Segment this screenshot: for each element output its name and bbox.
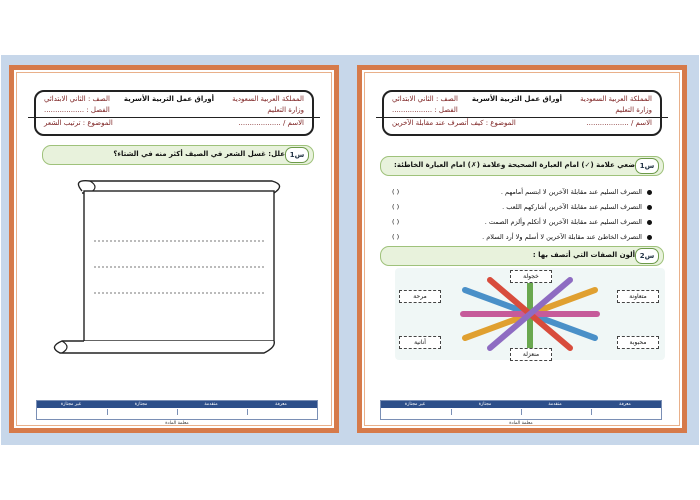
- worksheet-page-right: [357, 65, 687, 433]
- footer-caption: معلمة المادة: [509, 421, 533, 426]
- question-badge: س2: [635, 248, 659, 264]
- answer-blank[interactable]: ( ): [392, 218, 400, 226]
- grade-text: الصف : الثاني الابتدائي: [44, 95, 110, 103]
- worksheet-title: أوراق عمل التربية الأسرية: [471, 95, 562, 103]
- footer-col: غير مجتازة: [404, 402, 426, 407]
- answer-blank[interactable]: ( ): [392, 188, 400, 196]
- question-2-text: ألون الصفات التي أتصف بها :: [532, 251, 635, 259]
- grade-text: الصف : الثاني الابتدائي: [392, 95, 458, 103]
- trait-label[interactable]: أنانية: [399, 336, 441, 349]
- question-1-text: ضعي علامة (✓) امام العبارة الصحيحة وعلامة (✗) امام العبارة الخاطئة:: [394, 161, 635, 169]
- footer-col: مجتازة: [478, 402, 492, 407]
- ministry-text: وزارة التعليم: [267, 106, 304, 114]
- topic-text: الموضوع : كيف أتصرف عند مقابلة الآخرين: [392, 119, 516, 127]
- answer-blank[interactable]: ( ): [392, 203, 400, 211]
- footer-col: متقدمة: [548, 402, 562, 407]
- topic-text: الموضوع : ترتيب الشعر: [44, 119, 113, 127]
- footer-caption: معلمة المادة: [165, 421, 189, 426]
- name-field: الاسم / ...................: [586, 119, 652, 127]
- footer-col: معرفة: [619, 402, 631, 407]
- footer-col: معرفة: [275, 402, 287, 407]
- trait-label[interactable]: مرحة: [399, 290, 441, 303]
- worksheet-title: أوراق عمل التربية الأسرية: [123, 95, 214, 103]
- footer-col: مجتازة: [134, 402, 148, 407]
- trait-label[interactable]: محبوبة: [617, 336, 659, 349]
- trait-label[interactable]: متعاونة: [617, 290, 659, 303]
- name-field: الاسم / ...................: [238, 119, 304, 127]
- footer-col: غير مجتازة: [60, 402, 82, 407]
- question-1-pill: [380, 156, 664, 176]
- trait-label[interactable]: خجولة: [510, 270, 552, 283]
- question-1-text: علل: غسل الشعر في الصيف أكثر منه في الشتاء؟: [113, 150, 285, 158]
- question-2-pill: [380, 246, 664, 266]
- footer-col: متقدمة: [204, 402, 218, 407]
- kingdom-text: المملكة العربية السعودية: [580, 95, 652, 103]
- header-box: [34, 90, 314, 136]
- answer-blank[interactable]: ( ): [392, 233, 400, 241]
- question-1-pill: [42, 145, 314, 165]
- footer-table: [36, 400, 318, 426]
- question-badge: س1: [635, 158, 659, 174]
- ministry-text: وزارة التعليم: [615, 106, 652, 114]
- writing-scroll: [42, 177, 292, 355]
- footer-table: [380, 400, 662, 426]
- statement-item: التصرف السليم عند مقابلة الآخرين لا ابتسم أمامهم . ( ): [392, 188, 652, 200]
- question-badge: س1: [285, 147, 309, 163]
- traits-diagram: [395, 268, 665, 360]
- kingdom-text: المملكة العربية السعودية: [232, 95, 304, 103]
- trait-label[interactable]: منعزلة: [510, 348, 552, 361]
- statement-item: التصرف الخاطئ عند مقابلة الآخرين لا أسلم ولا أرد السلام . ( ): [392, 233, 652, 245]
- class-text: الفصل : ..................: [392, 106, 458, 114]
- statement-item: التصرف السليم عند مقابلة الآخرين أشاركهم اللعب . ( ): [392, 203, 652, 215]
- class-text: الفصل : ..................: [44, 106, 110, 114]
- statement-item: التصرف السليم عند مقابلة الآخرين لا أتكلم وألزم الصمت . ( ): [392, 218, 652, 230]
- header-box: [382, 90, 662, 136]
